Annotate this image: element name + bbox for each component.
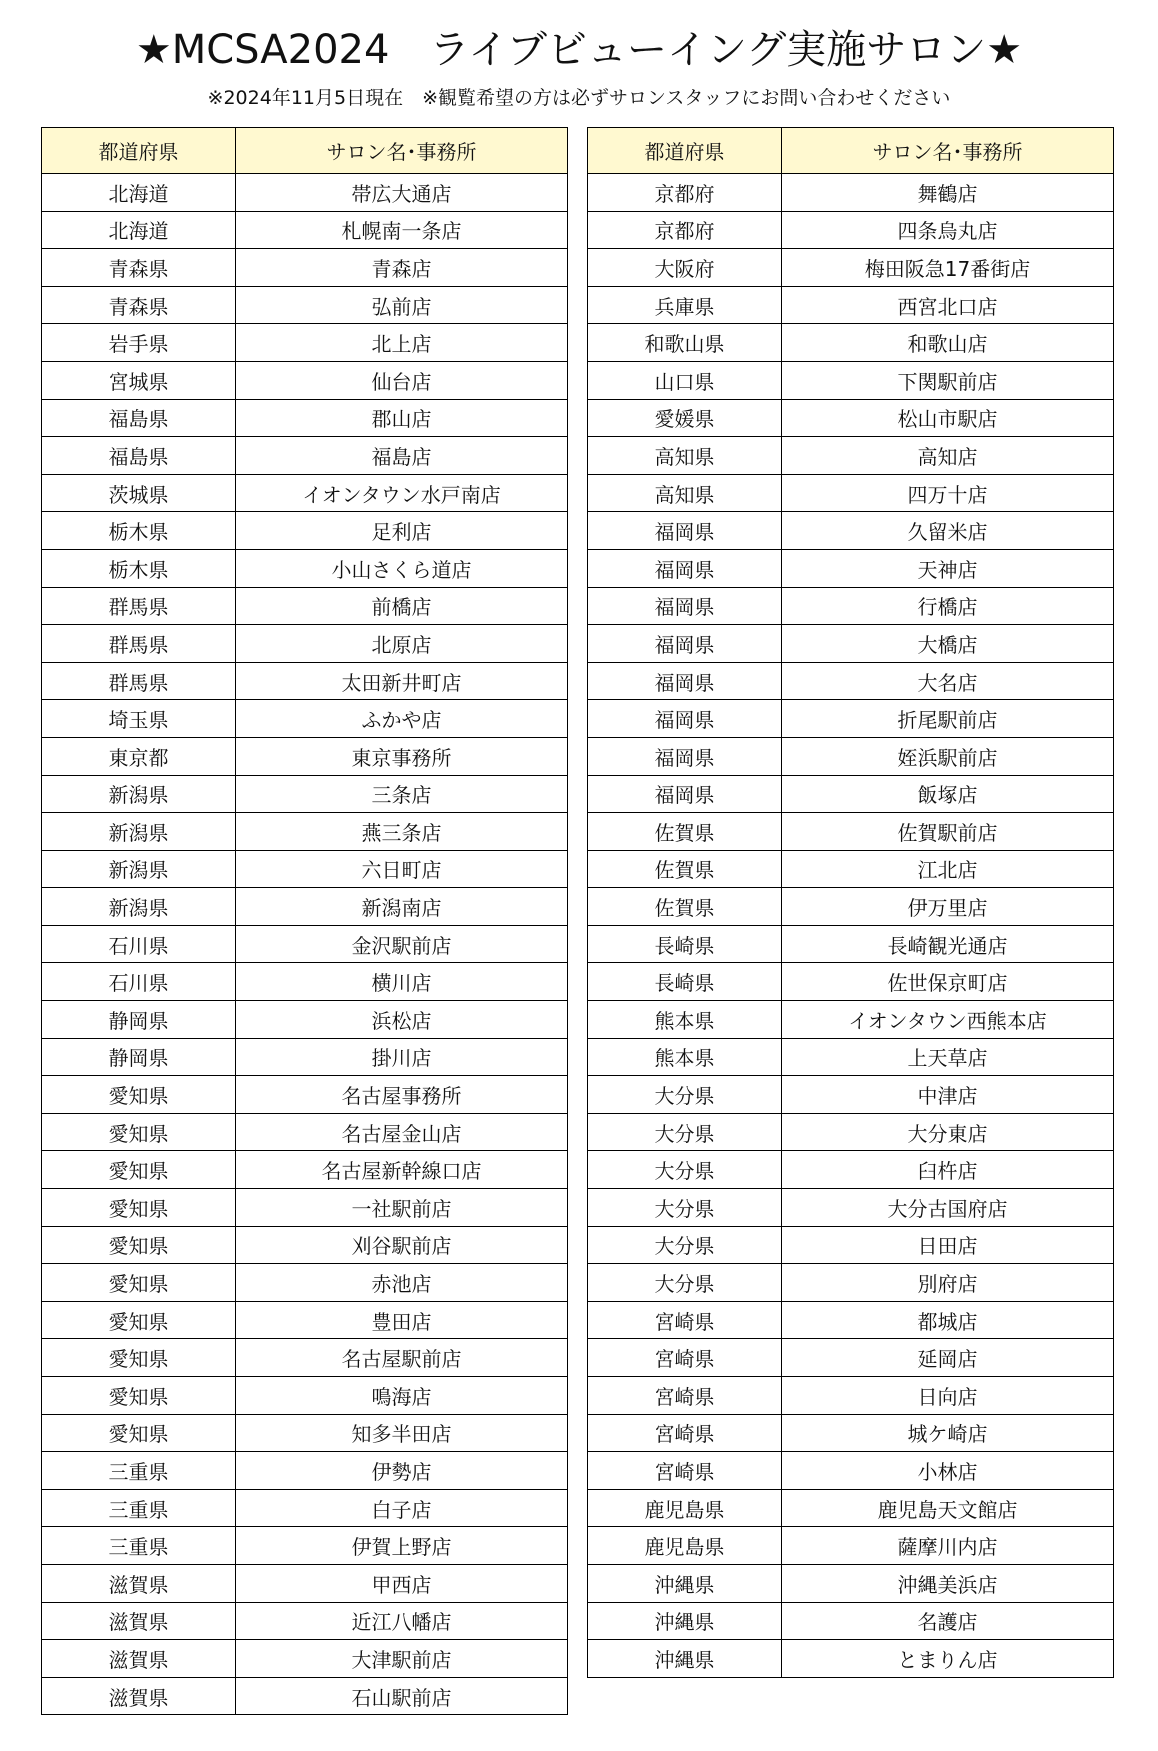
salon-name-cell: 白子店 bbox=[236, 1489, 568, 1527]
prefecture-cell: 長崎県 bbox=[588, 963, 782, 1001]
salon-name-cell: 太田新井町店 bbox=[236, 662, 568, 700]
salon-name-cell: 薩摩川内店 bbox=[782, 1527, 1114, 1565]
salon-name-cell: 佐世保京町店 bbox=[782, 963, 1114, 1001]
prefecture-cell: 宮崎県 bbox=[588, 1414, 782, 1452]
prefecture-cell: 福岡県 bbox=[588, 625, 782, 663]
salon-name-cell: 札幌南一条店 bbox=[236, 211, 568, 249]
table-row bbox=[42, 1452, 568, 1490]
prefecture-cell: 埼玉県 bbox=[42, 700, 236, 738]
salon-name-cell: 横川店 bbox=[236, 963, 568, 1001]
table-row bbox=[42, 1226, 568, 1264]
salon-name-cell: 下関駅前店 bbox=[782, 361, 1114, 399]
table-row bbox=[588, 1377, 1114, 1415]
salon-name-cell: 伊賀上野店 bbox=[236, 1527, 568, 1565]
table-row bbox=[588, 700, 1114, 738]
prefecture-cell: 愛知県 bbox=[42, 1414, 236, 1452]
prefecture-cell: 大分県 bbox=[588, 1189, 782, 1227]
prefecture-cell: 岩手県 bbox=[42, 324, 236, 362]
prefecture-cell: 鹿児島県 bbox=[588, 1489, 782, 1527]
prefecture-cell: 鹿児島県 bbox=[588, 1527, 782, 1565]
prefecture-cell: 長崎県 bbox=[588, 925, 782, 963]
salon-name-cell: 飯塚店 bbox=[782, 775, 1114, 813]
table-row bbox=[588, 474, 1114, 512]
salon-name-cell: 青森店 bbox=[236, 249, 568, 287]
prefecture-cell: 東京都 bbox=[42, 737, 236, 775]
table-row bbox=[588, 512, 1114, 550]
prefecture-cell: 三重県 bbox=[42, 1489, 236, 1527]
prefecture-cell: 大分県 bbox=[588, 1113, 782, 1151]
salon-name-cell: 仙台店 bbox=[236, 361, 568, 399]
salon-name-cell: 弘前店 bbox=[236, 286, 568, 324]
table-row bbox=[42, 625, 568, 663]
salon-name-cell: 西宮北口店 bbox=[782, 286, 1114, 324]
prefecture-cell: 宮崎県 bbox=[588, 1339, 782, 1377]
salon-name-cell: 都城店 bbox=[782, 1301, 1114, 1339]
page-title: ★MCSA2024 ライブビューイング実施サロン★ bbox=[135, 27, 1023, 73]
salon-name-cell: 名護店 bbox=[782, 1602, 1114, 1640]
table-row bbox=[42, 1076, 568, 1114]
salon-name-cell: 高知店 bbox=[782, 437, 1114, 475]
table-row bbox=[588, 286, 1114, 324]
prefecture-cell: 宮城県 bbox=[42, 361, 236, 399]
table-row bbox=[42, 1489, 568, 1527]
table-row bbox=[588, 324, 1114, 362]
salon-name-cell: 大津駅前店 bbox=[236, 1640, 568, 1678]
prefecture-cell: 愛知県 bbox=[42, 1301, 236, 1339]
table-row bbox=[588, 399, 1114, 437]
table-row bbox=[42, 587, 568, 625]
table-row bbox=[42, 549, 568, 587]
salon-name-cell: 豊田店 bbox=[236, 1301, 568, 1339]
prefecture-cell: 山口県 bbox=[588, 361, 782, 399]
prefecture-cell: 福岡県 bbox=[588, 549, 782, 587]
prefecture-cell: 群馬県 bbox=[42, 587, 236, 625]
table-row bbox=[588, 813, 1114, 851]
prefecture-cell: 佐賀県 bbox=[588, 888, 782, 926]
prefecture-cell: 愛媛県 bbox=[588, 399, 782, 437]
prefecture-cell: 滋賀県 bbox=[42, 1564, 236, 1602]
table-row bbox=[42, 249, 568, 287]
table-row bbox=[42, 1602, 568, 1640]
table-row bbox=[42, 813, 568, 851]
table-row bbox=[42, 888, 568, 926]
table-header-row bbox=[588, 128, 1114, 174]
salon-name-cell: 日田店 bbox=[782, 1226, 1114, 1264]
table-row bbox=[42, 361, 568, 399]
prefecture-cell: 京都府 bbox=[588, 174, 782, 212]
salon-name-cell: 浜松店 bbox=[236, 1001, 568, 1039]
salon-name-cell: 天神店 bbox=[782, 549, 1114, 587]
table-row bbox=[588, 1602, 1114, 1640]
table-row bbox=[588, 549, 1114, 587]
table-row bbox=[588, 775, 1114, 813]
table-row bbox=[588, 587, 1114, 625]
salon-name-cell: 小山さくら道店 bbox=[236, 549, 568, 587]
table-row bbox=[588, 1527, 1114, 1565]
salon-name-cell: 江北店 bbox=[782, 850, 1114, 888]
salon-name-cell: 六日町店 bbox=[236, 850, 568, 888]
table-row bbox=[588, 625, 1114, 663]
table-row bbox=[42, 1677, 568, 1715]
prefecture-cell: 北海道 bbox=[42, 174, 236, 212]
table-row bbox=[42, 174, 568, 212]
salon-name-cell: 大橋店 bbox=[782, 625, 1114, 663]
salon-name-cell: 大分東店 bbox=[782, 1113, 1114, 1151]
table-row bbox=[42, 925, 568, 963]
salon-name-cell: 大名店 bbox=[782, 662, 1114, 700]
salon-name-cell: 北上店 bbox=[236, 324, 568, 362]
salon-name-cell: イオンタウン西熊本店 bbox=[782, 1001, 1114, 1039]
salon-column-header: サロン名･事務所 bbox=[236, 128, 568, 174]
table-row bbox=[42, 474, 568, 512]
table-row bbox=[42, 850, 568, 888]
prefecture-cell: 新潟県 bbox=[42, 850, 236, 888]
prefecture-cell: 愛知県 bbox=[42, 1151, 236, 1189]
prefecture-cell: 大分県 bbox=[588, 1151, 782, 1189]
table-row bbox=[588, 662, 1114, 700]
salon-name-cell: 久留米店 bbox=[782, 512, 1114, 550]
prefecture-cell: 石川県 bbox=[42, 963, 236, 1001]
salon-name-cell: 郡山店 bbox=[236, 399, 568, 437]
prefecture-cell: 栃木県 bbox=[42, 549, 236, 587]
table-row bbox=[588, 1452, 1114, 1490]
salon-name-cell: 長崎観光通店 bbox=[782, 925, 1114, 963]
table-row bbox=[588, 1001, 1114, 1039]
table-row bbox=[42, 662, 568, 700]
prefecture-cell: 愛知県 bbox=[42, 1339, 236, 1377]
prefecture-cell: 福岡県 bbox=[588, 700, 782, 738]
table-row bbox=[42, 1339, 568, 1377]
prefecture-cell: 群馬県 bbox=[42, 625, 236, 663]
table-row bbox=[588, 1564, 1114, 1602]
salon-name-cell: 知多半田店 bbox=[236, 1414, 568, 1452]
salon-name-cell: 名古屋駅前店 bbox=[236, 1339, 568, 1377]
salon-name-cell: 甲西店 bbox=[236, 1564, 568, 1602]
table-row bbox=[42, 1038, 568, 1076]
prefecture-cell: 京都府 bbox=[588, 211, 782, 249]
table-row bbox=[42, 1113, 568, 1151]
salon-name-cell: 臼杵店 bbox=[782, 1151, 1114, 1189]
prefecture-cell: 宮崎県 bbox=[588, 1377, 782, 1415]
table-row bbox=[588, 1301, 1114, 1339]
salon-name-cell: イオンタウン水戸南店 bbox=[236, 474, 568, 512]
salon-name-cell: 帯広大通店 bbox=[236, 174, 568, 212]
salon-name-cell: 和歌山店 bbox=[782, 324, 1114, 362]
prefecture-cell: 群馬県 bbox=[42, 662, 236, 700]
table-row bbox=[588, 1151, 1114, 1189]
salon-name-cell: 沖縄美浜店 bbox=[782, 1564, 1114, 1602]
prefecture-cell: 福島県 bbox=[42, 399, 236, 437]
prefecture-cell: 福島県 bbox=[42, 437, 236, 475]
prefecture-cell: 沖縄県 bbox=[588, 1640, 782, 1678]
prefecture-cell: 福岡県 bbox=[588, 775, 782, 813]
prefecture-cell: 三重県 bbox=[42, 1452, 236, 1490]
table-row bbox=[588, 437, 1114, 475]
table-row bbox=[588, 1038, 1114, 1076]
prefecture-cell: 愛知県 bbox=[42, 1113, 236, 1151]
table-row bbox=[42, 1377, 568, 1415]
table-row bbox=[588, 1113, 1114, 1151]
salon-name-cell: 前橋店 bbox=[236, 587, 568, 625]
prefecture-cell: 佐賀県 bbox=[588, 850, 782, 888]
table-row bbox=[42, 1151, 568, 1189]
prefecture-cell: 愛知県 bbox=[42, 1377, 236, 1415]
prefecture-column-header: 都道府県 bbox=[588, 128, 782, 174]
table-row bbox=[42, 512, 568, 550]
table-row bbox=[42, 1527, 568, 1565]
prefecture-cell: 佐賀県 bbox=[588, 813, 782, 851]
prefecture-cell: 石川県 bbox=[42, 925, 236, 963]
salon-name-cell: 新潟南店 bbox=[236, 888, 568, 926]
salon-name-cell: 刈谷駅前店 bbox=[236, 1226, 568, 1264]
salon-name-cell: 大分古国府店 bbox=[782, 1189, 1114, 1227]
prefecture-cell: 静岡県 bbox=[42, 1038, 236, 1076]
table-row bbox=[588, 1414, 1114, 1452]
table-row bbox=[42, 1264, 568, 1302]
prefecture-cell: 福岡県 bbox=[588, 587, 782, 625]
prefecture-cell: 大分県 bbox=[588, 1226, 782, 1264]
prefecture-cell: 大阪府 bbox=[588, 249, 782, 287]
salon-name-cell: 折尾駅前店 bbox=[782, 700, 1114, 738]
prefecture-cell: 愛知県 bbox=[42, 1226, 236, 1264]
prefecture-cell: 福岡県 bbox=[588, 662, 782, 700]
salon-name-cell: 三条店 bbox=[236, 775, 568, 813]
prefecture-cell: 滋賀県 bbox=[42, 1640, 236, 1678]
salon-name-cell: 東京事務所 bbox=[236, 737, 568, 775]
salon-name-cell: 上天草店 bbox=[782, 1038, 1114, 1076]
salon-name-cell: 中津店 bbox=[782, 1076, 1114, 1114]
salon-name-cell: 伊万里店 bbox=[782, 888, 1114, 926]
salon-name-cell: 延岡店 bbox=[782, 1339, 1114, 1377]
salon-name-cell: 城ケ崎店 bbox=[782, 1414, 1114, 1452]
salon-name-cell: 近江八幡店 bbox=[236, 1602, 568, 1640]
salon-name-cell: 石山駅前店 bbox=[236, 1677, 568, 1715]
table-row bbox=[588, 249, 1114, 287]
salon-name-cell: 伊勢店 bbox=[236, 1452, 568, 1490]
table-row bbox=[588, 1339, 1114, 1377]
table-row bbox=[588, 1489, 1114, 1527]
table-row bbox=[42, 1564, 568, 1602]
table-row bbox=[588, 850, 1114, 888]
table-row bbox=[42, 286, 568, 324]
prefecture-cell: 愛知県 bbox=[42, 1189, 236, 1227]
notice-text: ※2024年11月5日現在 ※観覧希望の方は必ずサロンスタッフにお問い合わせください bbox=[207, 87, 951, 109]
table-row bbox=[588, 1189, 1114, 1227]
prefecture-cell: 青森県 bbox=[42, 286, 236, 324]
salon-name-cell: 佐賀駅前店 bbox=[782, 813, 1114, 851]
salon-name-cell: 日向店 bbox=[782, 1377, 1114, 1415]
salon-name-cell: 別府店 bbox=[782, 1264, 1114, 1302]
table-row bbox=[42, 211, 568, 249]
table-header-row bbox=[42, 128, 568, 174]
prefecture-cell: 高知県 bbox=[588, 474, 782, 512]
prefecture-cell: 宮崎県 bbox=[588, 1452, 782, 1490]
table-row bbox=[588, 737, 1114, 775]
salon-name-cell: ふかや店 bbox=[236, 700, 568, 738]
salon-name-cell: 北原店 bbox=[236, 625, 568, 663]
prefecture-cell: 滋賀県 bbox=[42, 1677, 236, 1715]
prefecture-cell: 愛知県 bbox=[42, 1264, 236, 1302]
table-row bbox=[42, 437, 568, 475]
table-row bbox=[588, 1640, 1114, 1678]
table-row bbox=[42, 1414, 568, 1452]
salon-name-cell: 赤池店 bbox=[236, 1264, 568, 1302]
prefecture-cell: 兵庫県 bbox=[588, 286, 782, 324]
table-row bbox=[588, 174, 1114, 212]
table-row bbox=[42, 1301, 568, 1339]
prefecture-cell: 滋賀県 bbox=[42, 1602, 236, 1640]
salon-table-right bbox=[587, 127, 1114, 1678]
salon-name-cell: 梅田阪急17番街店 bbox=[782, 249, 1114, 287]
table-row bbox=[588, 888, 1114, 926]
salon-name-cell: 姪浜駅前店 bbox=[782, 737, 1114, 775]
prefecture-cell: 沖縄県 bbox=[588, 1602, 782, 1640]
prefecture-cell: 青森県 bbox=[42, 249, 236, 287]
prefecture-cell: 福岡県 bbox=[588, 512, 782, 550]
table-row bbox=[588, 1226, 1114, 1264]
table-row bbox=[42, 324, 568, 362]
prefecture-cell: 宮崎県 bbox=[588, 1301, 782, 1339]
prefecture-cell: 沖縄県 bbox=[588, 1564, 782, 1602]
prefecture-cell: 三重県 bbox=[42, 1527, 236, 1565]
prefecture-cell: 新潟県 bbox=[42, 888, 236, 926]
prefecture-cell: 熊本県 bbox=[588, 1038, 782, 1076]
table-row bbox=[588, 963, 1114, 1001]
salon-table-left bbox=[41, 127, 568, 1715]
prefecture-cell: 栃木県 bbox=[42, 512, 236, 550]
table-row bbox=[588, 211, 1114, 249]
prefecture-column-header: 都道府県 bbox=[42, 128, 236, 174]
table-row bbox=[42, 737, 568, 775]
table-row bbox=[588, 1076, 1114, 1114]
salon-column-header: サロン名･事務所 bbox=[782, 128, 1114, 174]
salon-name-cell: 名古屋事務所 bbox=[236, 1076, 568, 1114]
table-row bbox=[42, 1640, 568, 1678]
table-row bbox=[42, 1189, 568, 1227]
table-row bbox=[588, 925, 1114, 963]
prefecture-cell: 新潟県 bbox=[42, 775, 236, 813]
salon-name-cell: 四万十店 bbox=[782, 474, 1114, 512]
salon-name-cell: 燕三条店 bbox=[236, 813, 568, 851]
salon-name-cell: 掛川店 bbox=[236, 1038, 568, 1076]
salon-name-cell: 小林店 bbox=[782, 1452, 1114, 1490]
prefecture-cell: 熊本県 bbox=[588, 1001, 782, 1039]
salon-name-cell: とまりん店 bbox=[782, 1640, 1114, 1678]
table-row bbox=[42, 399, 568, 437]
salon-name-cell: 足利店 bbox=[236, 512, 568, 550]
prefecture-cell: 愛知県 bbox=[42, 1076, 236, 1114]
table-row bbox=[42, 1001, 568, 1039]
prefecture-cell: 新潟県 bbox=[42, 813, 236, 851]
salon-name-cell: 舞鶴店 bbox=[782, 174, 1114, 212]
salon-name-cell: 鹿児島天文館店 bbox=[782, 1489, 1114, 1527]
prefecture-cell: 和歌山県 bbox=[588, 324, 782, 362]
table-row bbox=[588, 1264, 1114, 1302]
table-row bbox=[588, 361, 1114, 399]
prefecture-cell: 高知県 bbox=[588, 437, 782, 475]
salon-name-cell: 行橋店 bbox=[782, 587, 1114, 625]
salon-name-cell: 松山市駅店 bbox=[782, 399, 1114, 437]
prefecture-cell: 北海道 bbox=[42, 211, 236, 249]
prefecture-cell: 大分県 bbox=[588, 1076, 782, 1114]
salon-name-cell: 金沢駅前店 bbox=[236, 925, 568, 963]
prefecture-cell: 茨城県 bbox=[42, 474, 236, 512]
table-row bbox=[42, 700, 568, 738]
salon-name-cell: 四条烏丸店 bbox=[782, 211, 1114, 249]
salon-name-cell: 名古屋新幹線口店 bbox=[236, 1151, 568, 1189]
salon-name-cell: 鳴海店 bbox=[236, 1377, 568, 1415]
salon-name-cell: 一社駅前店 bbox=[236, 1189, 568, 1227]
table-row bbox=[42, 963, 568, 1001]
prefecture-cell: 静岡県 bbox=[42, 1001, 236, 1039]
prefecture-cell: 大分県 bbox=[588, 1264, 782, 1302]
prefecture-cell: 福岡県 bbox=[588, 737, 782, 775]
salon-name-cell: 名古屋金山店 bbox=[236, 1113, 568, 1151]
salon-name-cell: 福島店 bbox=[236, 437, 568, 475]
table-row bbox=[42, 775, 568, 813]
